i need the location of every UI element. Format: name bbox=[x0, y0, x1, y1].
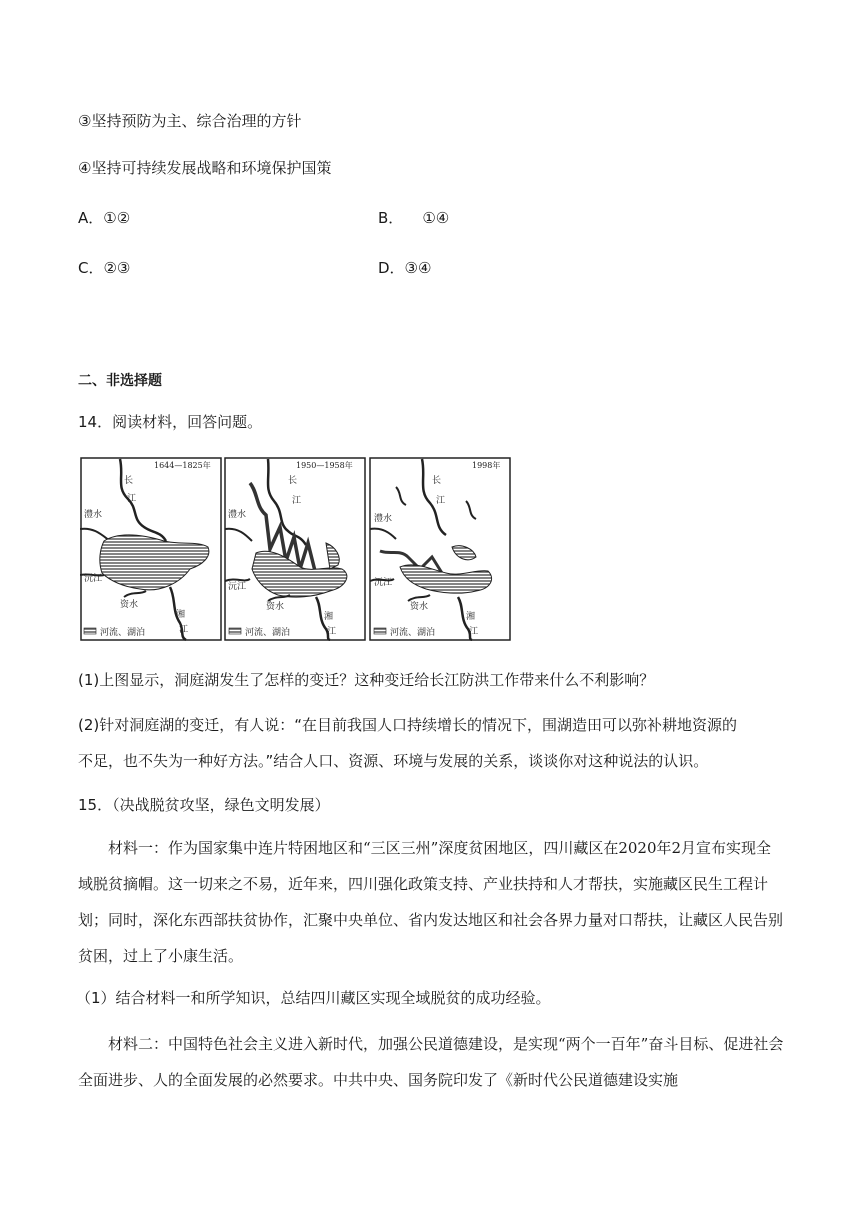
map1-label-xiang: 湘 bbox=[176, 610, 186, 620]
map2-label-zishui: 资水 bbox=[266, 602, 285, 612]
q14-sub-2-line-2: 不足，也不失为一种好方法。”结合人口、资源、环境与发展的关系，谈谈你对这种说法的认识。 bbox=[78, 752, 709, 770]
q15-material-2: 材料二：中国特色社会主义进入新时代，加强公民道德建设，是实现“两个一百年”奋斗目标、促进社会全面进步、人的全面发展的必然要求。中共中央、国务院印发了《新时代公民道德建设实施 bbox=[78, 1035, 784, 1089]
q15-material-1: 材料一：作为国家集中连片特困地区和“三区三州”深度贫困地区，四川藏区在2020年2月宣布实现全域脱贫摘帽。这一切来之不易，近年来，四川强化政策支持、产业扶持和人才帮扶，实施藏区民生工程计划；同时，深化东西部扶贫协作，汇聚中央单位、省内发达地区和社会各界力量对口帮扶，让藏区人民告别贫困，过上了小康生活。 bbox=[78, 839, 784, 965]
map3-legend: 河流、湖泊 bbox=[390, 628, 436, 638]
map2-label-jiang: 江 bbox=[292, 496, 302, 506]
map-year-2: 1950—1958年 bbox=[296, 461, 353, 470]
map1-label-lishui: 澧水 bbox=[84, 510, 103, 520]
map2-label-lishui: 澧水 bbox=[228, 510, 247, 520]
q13-option-a: A．①② bbox=[78, 209, 131, 227]
map-year-3: 1998年 bbox=[472, 461, 501, 470]
q14-stem: 14．阅读材料，回答问题。 bbox=[78, 413, 263, 431]
map3-label-yuanjiang: 沅江 bbox=[374, 578, 393, 588]
q13-option-b: B． ①④ bbox=[378, 209, 450, 227]
map3-label-xiang: 湘 bbox=[466, 612, 476, 622]
map1-label-yuanjiang: 沅江 bbox=[84, 574, 103, 584]
map3-label-xiang-jiang: 江 bbox=[469, 627, 479, 637]
map1-label-chang: 长 bbox=[124, 476, 134, 486]
q15-sub-1: （1）结合材料一和所学知识，总结四川藏区实现全域脱贫的成功经验。 bbox=[76, 989, 551, 1007]
map3-label-lishui: 澧水 bbox=[374, 514, 393, 524]
map1-label-xiang-jiang: 江 bbox=[179, 625, 189, 635]
map2-label-yuanjiang: 沅江 bbox=[228, 582, 247, 592]
map2-label-chang: 长 bbox=[288, 476, 298, 486]
section-title: 二、非选择题 bbox=[78, 373, 162, 389]
map3-label-jiang: 江 bbox=[436, 496, 446, 506]
map-year-1: 1644—1825年 bbox=[154, 461, 211, 470]
q13-item-3: ③坚持预防为主、综合治理的方针 bbox=[78, 112, 302, 130]
map2-legend: 河流、湖泊 bbox=[245, 628, 291, 638]
map-panel-2 bbox=[225, 458, 365, 640]
map-panel-1 bbox=[80, 458, 221, 640]
q15-stem: 15．（决战脱贫攻坚，绿色文明发展） bbox=[78, 796, 330, 814]
map1-label-jiang: 江 bbox=[127, 494, 137, 504]
q13-option-c: C．②③ bbox=[78, 259, 131, 277]
q14-sub-1: (1)上图显示，洞庭湖发生了怎样的变迁？这种变迁给长江防洪工作带来什么不利影响？ bbox=[78, 671, 655, 689]
map2-label-xiang: 湘 bbox=[324, 612, 334, 622]
map1-label-zishui: 资水 bbox=[120, 600, 139, 610]
map-panel-3 bbox=[370, 458, 510, 640]
dongting-lake-maps bbox=[80, 457, 512, 641]
q14-sub-2-line-1: (2)针对洞庭湖的变迁，有人说：“在目前我国人口持续增长的情况下，围湖造田可以弥补耕地资源的 bbox=[78, 716, 738, 734]
q13-item-4: ④坚持可持续发展战略和环境保护国策 bbox=[78, 159, 332, 177]
map1-legend: 河流、湖泊 bbox=[100, 628, 146, 638]
map3-label-zishui: 资水 bbox=[410, 602, 429, 612]
map3-label-chang: 长 bbox=[432, 476, 442, 486]
map2-label-xiang-jiang: 江 bbox=[327, 627, 337, 637]
q13-option-d: D．③④ bbox=[378, 259, 432, 277]
